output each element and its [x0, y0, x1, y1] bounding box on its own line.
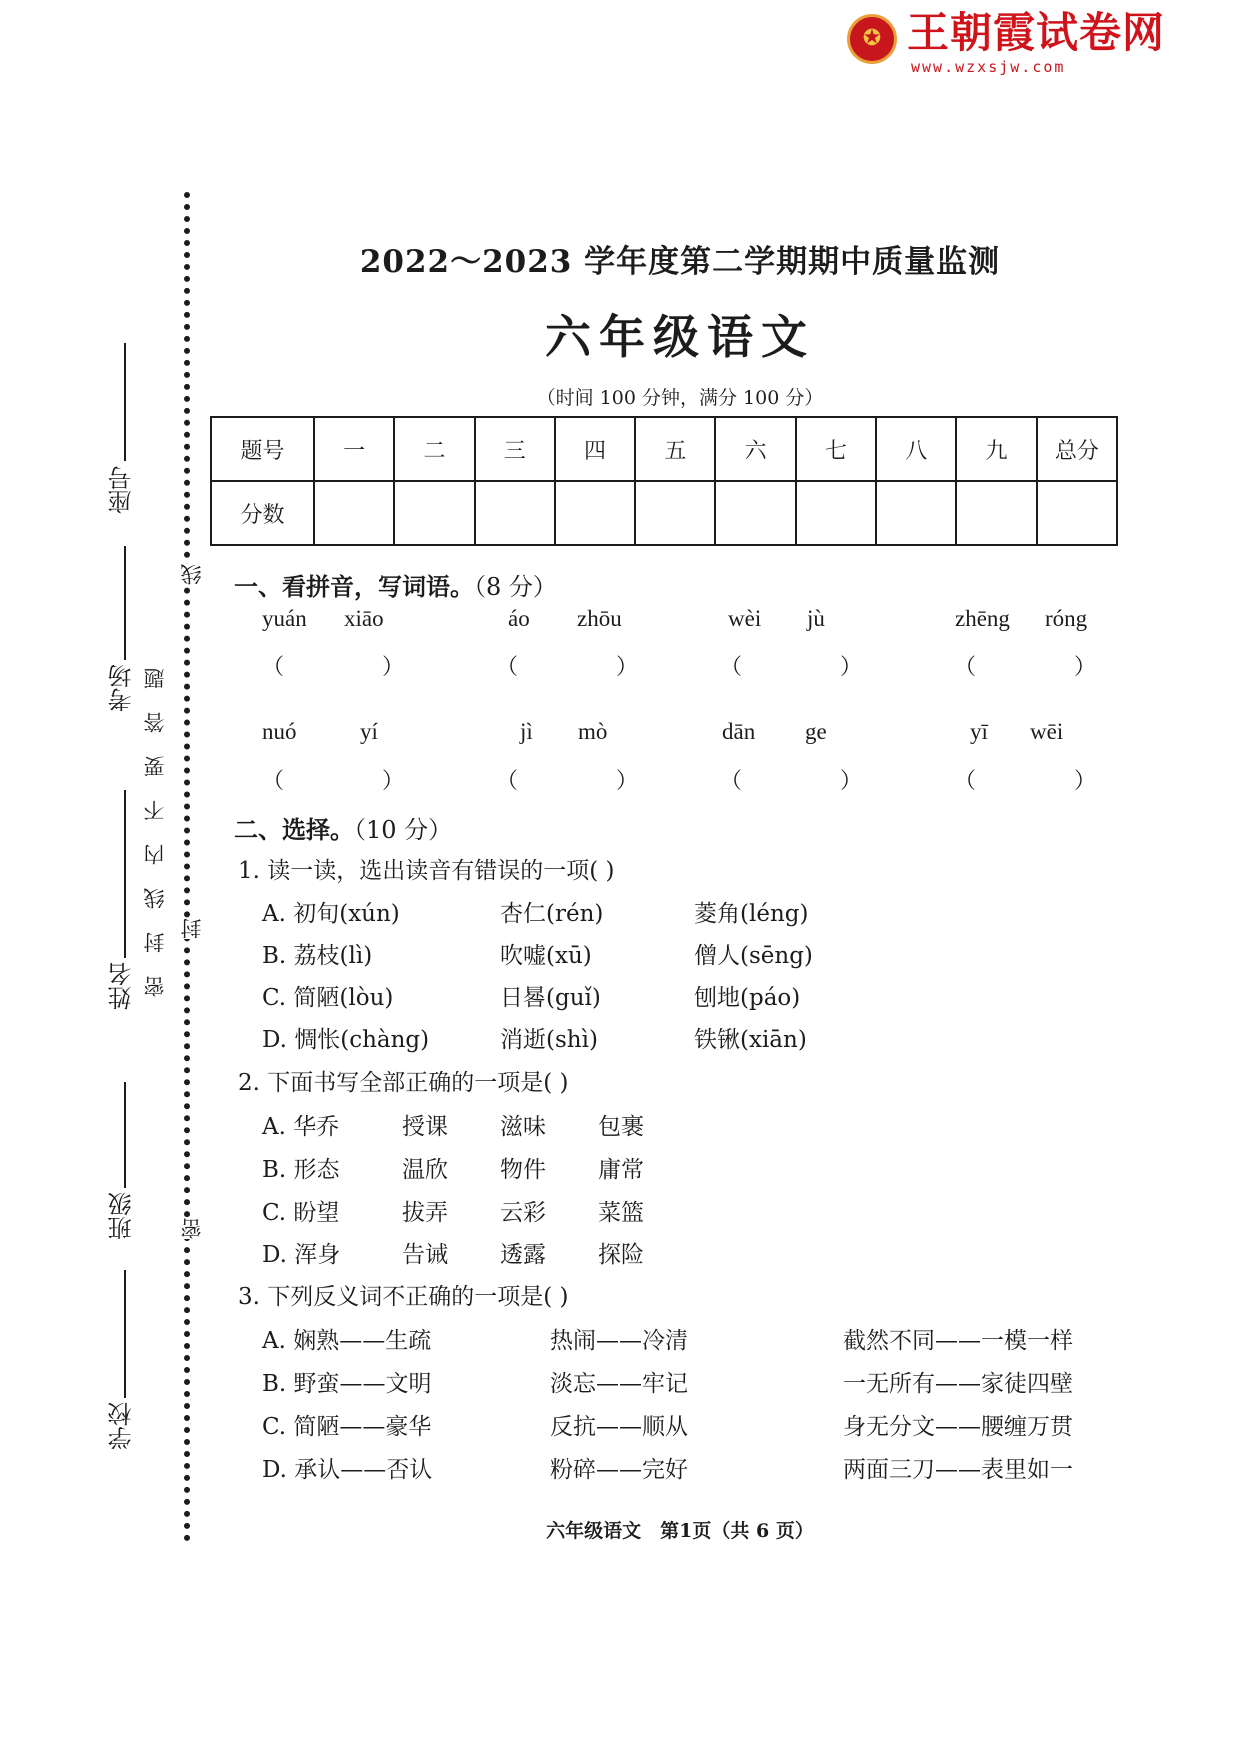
q2-option-d-2: 告诫 [402, 1242, 448, 1268]
score-table [210, 416, 1118, 546]
pinyin: jù [807, 606, 825, 631]
field-line-school [124, 1270, 126, 1398]
q3-option-d: D. 承认——否认 [262, 1457, 433, 1483]
pinyin: áo [508, 606, 530, 631]
q1-option-d-3: 铁锹(xiān) [694, 1027, 807, 1053]
score-cell[interactable] [715, 481, 795, 545]
q2-option-b-2: 温欣 [402, 1157, 448, 1183]
score-cell[interactable] [314, 481, 394, 545]
score-column-header: 八 [876, 417, 956, 481]
field-label-class: 班级 [108, 1192, 136, 1240]
score-cell[interactable] [555, 481, 635, 545]
q2-option-c: C. 盼望 [262, 1200, 340, 1226]
watermark-brand: 王朝霞试卷网 [907, 8, 1166, 57]
q2-option-b: B. 形态 [262, 1157, 340, 1183]
seal-icon: ✪ [847, 14, 897, 64]
score-column-header: 九 [956, 417, 1036, 481]
section2-points: （10 分） [354, 816, 453, 844]
field-line-class [124, 1082, 126, 1188]
score-column-header: 总分 [1037, 417, 1117, 481]
q3-option-a-2: 热闹——冷清 [550, 1328, 688, 1354]
pinyin: róng [1045, 606, 1088, 631]
pinyin: zhōu [577, 606, 622, 631]
q2-option-a: A. 华乔 [262, 1114, 340, 1140]
q3-option-d-2: 粉碎——完好 [550, 1457, 688, 1483]
question-3: 3. 下列反义词不正确的一项是( ) [238, 1284, 569, 1310]
q3-option-a: A. 娴熟——生疏 [262, 1328, 432, 1354]
q2-option-a-2: 授课 [402, 1114, 448, 1140]
pinyin: dān [722, 719, 756, 744]
field-line-name [124, 790, 126, 958]
q3-option-b-2: 淡忘——牢记 [550, 1371, 688, 1397]
watermark-url: www.wzxsjw.com [911, 58, 1066, 76]
q1-option-a-2: 杏仁(rén) [500, 901, 604, 927]
question-2: 2. 下面书写全部正确的一项是( ) [238, 1070, 569, 1096]
exam-title: 2022～2023 学年度第二学期期中质量监测 [359, 244, 1001, 280]
pinyin: mò [578, 719, 608, 744]
score-header-label: 题号 [211, 417, 314, 481]
score-column-header: 四 [555, 417, 635, 481]
q2-option-c-3: 云彩 [500, 1200, 546, 1226]
field-label-seat: 座号 [108, 466, 136, 514]
q2-option-d: D. 浑身 [262, 1242, 341, 1268]
binding-mark-secret: 密 [180, 1218, 204, 1239]
q1-option-a: A. 初旬(xún) [262, 901, 400, 927]
q3-option-b: B. 野蛮——文明 [262, 1371, 432, 1397]
pinyin: jì [520, 719, 533, 744]
warning-char: 内 [143, 844, 167, 865]
warning-char: 答 [143, 712, 167, 733]
q3-option-c-2: 反抗——顺从 [550, 1414, 688, 1440]
q3-option-a-3: 截然不同——一模一样 [843, 1328, 1073, 1354]
exam-note: （时间 100 分钟，满分 100 分） [536, 387, 824, 409]
q3-option-d-3: 两面三刀——表里如一 [843, 1457, 1073, 1483]
q1-option-c: C. 简陋(lòu) [262, 985, 394, 1011]
warning-char: 线 [143, 888, 167, 909]
score-cell[interactable] [1037, 481, 1117, 545]
q2-option-a-4: 包裹 [598, 1114, 644, 1140]
q2-option-b-4: 庸常 [598, 1157, 644, 1183]
q1-option-a-3: 菱角(léng) [694, 901, 809, 927]
q1-option-d: D. 惆怅(chàng) [262, 1027, 430, 1053]
pinyin: xiāo [344, 606, 384, 631]
section2-title: 二、选择。 [234, 816, 354, 844]
q2-option-d-4: 探险 [598, 1242, 644, 1268]
q2-option-a-3: 滋味 [500, 1114, 546, 1140]
pinyin: yí [360, 719, 378, 744]
q2-option-d-3: 透露 [500, 1242, 546, 1268]
score-cell[interactable] [796, 481, 876, 545]
score-column-header: 七 [796, 417, 876, 481]
q3-option-c-3: 身无分文——腰缠万贯 [843, 1414, 1073, 1440]
page-footer: 六年级语文 第1页（共 6 页） [546, 1520, 814, 1542]
section2-heading [234, 810, 452, 845]
subject-title: 六年级语文 [545, 310, 815, 364]
score-cell[interactable] [394, 481, 474, 545]
field-label-name: 姓名 [108, 962, 136, 1010]
pinyin: nuó [262, 719, 297, 744]
q3-option-b-3: 一无所有——家徒四壁 [843, 1371, 1073, 1397]
pinyin: ge [805, 719, 827, 744]
q2-option-b-3: 物件 [500, 1157, 546, 1183]
field-label-school: 学校 [108, 1402, 136, 1450]
pinyin: wēi [1030, 719, 1064, 744]
score-column-header: 五 [635, 417, 715, 481]
q1-option-b: B. 荔枝(lì) [262, 943, 373, 969]
binding-dotted-line [184, 192, 190, 1542]
section1-heading [234, 567, 557, 602]
question-1: 1. 读一读，选出读音有错误的一项( ) [238, 858, 615, 884]
warning-char: 封 [143, 932, 167, 953]
warning-char: 密 [143, 976, 167, 997]
score-cell[interactable] [475, 481, 555, 545]
field-line-room [124, 546, 126, 660]
binding-mark-line: 线 [180, 564, 204, 585]
score-table-header-row [211, 417, 1117, 481]
watermark-logo [845, 8, 1165, 78]
score-column-header: 一 [314, 417, 394, 481]
warning-char: 不 [143, 800, 167, 821]
score-row-label: 分数 [211, 481, 314, 545]
score-table-score-row [211, 481, 1117, 545]
score-column-header: 二 [394, 417, 474, 481]
pinyin: yī [970, 719, 988, 744]
field-line-seat [124, 343, 126, 461]
q2-option-c-4: 菜篮 [598, 1200, 644, 1226]
q1-option-c-3: 刨地(páo) [694, 985, 801, 1011]
score-column-header: 六 [715, 417, 795, 481]
q3-option-c: C. 简陋——豪华 [262, 1414, 432, 1440]
warning-char: 题 [143, 668, 167, 689]
q2-option-c-2: 拔弄 [402, 1200, 448, 1226]
score-cell[interactable] [876, 481, 956, 545]
section1-points: （8 分） [474, 573, 557, 601]
field-label-room: 考场 [108, 664, 136, 712]
pinyin: zhēng [955, 606, 1010, 631]
pinyin: yuán [262, 606, 307, 631]
binding-mark-seal: 封 [180, 918, 204, 939]
pinyin: wèi [728, 606, 762, 631]
score-cell[interactable] [635, 481, 715, 545]
q1-option-d-2: 消逝(shì) [500, 1027, 598, 1053]
q1-option-b-2: 吹嘘(xū) [500, 943, 592, 969]
q1-option-b-3: 僧人(sēng) [694, 943, 813, 969]
section1-title: 一、看拼音，写词语。 [234, 573, 474, 601]
score-cell[interactable] [956, 481, 1036, 545]
score-column-header: 三 [475, 417, 555, 481]
warning-char: 要 [143, 756, 167, 777]
q1-option-c-2: 日晷(guǐ) [500, 985, 601, 1011]
